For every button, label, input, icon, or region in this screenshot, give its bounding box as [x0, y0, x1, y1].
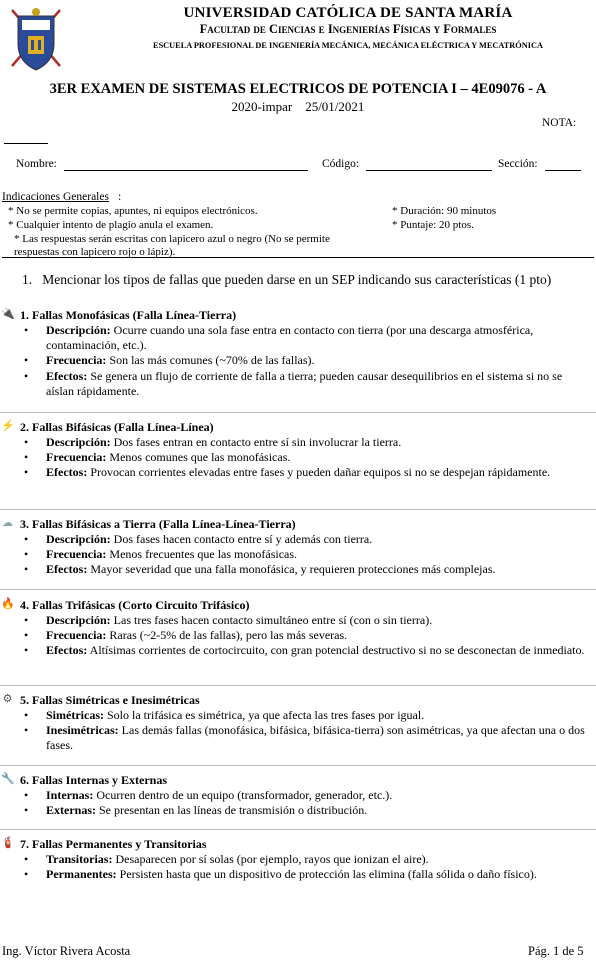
question-text: Mencionar los tipos de fallas que pueden darse en un SEP indicando sus características (1 pto)	[42, 272, 552, 287]
semester-date: 2020-impar 25/01/2021	[231, 99, 365, 114]
student-fields	[0, 158, 596, 174]
separator	[0, 829, 596, 830]
section-title: 7. Fallas Permanentes y Transitorias	[20, 837, 207, 851]
list-item: • Descripción: Ocurre cuando una sola fase entra en contacto con tierra (por una descarga atmosférica, contaminación, etc.).	[24, 323, 534, 353]
duration: * Duración: 90 minutos	[392, 205, 497, 217]
section-title: 6. Fallas Internas y Externas	[20, 773, 167, 787]
nombre-label: Nombre:	[16, 158, 57, 170]
list-item: • Descripción: Las tres fases hacen contacto simultáneo entre sí (con o sin tierra).	[24, 613, 433, 627]
list-item: • Externas: Se presentan en las líneas de transmisión o distribución.	[24, 803, 368, 818]
list-item: • Efectos: Altísimas corrientes de cortocircuito, con gran potencial destructivo si no se desconectan de inmediato.	[24, 643, 585, 658]
indication-4: respuestas con lapicero rojo o lápiz).	[14, 246, 176, 258]
list-item: • Efectos: Mayor severidad que una falla monofásica, y requieren protecciones más complejas.	[24, 562, 496, 577]
list-item: • Internas: Ocurren dentro de un equipo (transformador, generador, etc.).	[24, 788, 393, 802]
university-name: UNIVERSIDAD CATÓLICA DE SANTA MARÍA	[183, 5, 513, 21]
list-item: • Frecuencia: Menos comunes que las monofásicas.	[24, 450, 291, 465]
list-item: • Descripción: Dos fases entran en contacto entre sí sin involucrar la tierra.	[24, 435, 402, 449]
list-item: • Permanentes: Persisten hasta que un dispositivo de protección las elimina (falla sólida o daño físico).	[24, 867, 537, 882]
seccion-label: Sección:	[498, 158, 538, 170]
section-title: 4. Fallas Trifásicas (Corto Circuito Trifásico)	[20, 598, 250, 612]
separator	[0, 685, 596, 686]
indications-rule	[2, 257, 594, 258]
indication-3: * Las respuestas serán escritas con lapicero azul o negro (No se permite	[14, 233, 330, 245]
list-item: • Inesimétricas: Las demás fallas (monofásica, bifásica, bifásica-tierra) son asimétricas, ya que afectan una o dos fases.	[24, 723, 585, 753]
fire-icon: 🔥	[1, 598, 15, 610]
lightning-icon: ⚡	[1, 420, 15, 432]
school-name: ESCUELA PROFESIONAL DE INGENIERÍA MECÁNICA, MECÁNICA ELÉCTRICA Y MECATRÓNICA	[153, 41, 543, 50]
nota-label: NOTA:	[542, 117, 577, 129]
nota-line	[4, 143, 48, 144]
list-item: • Descripción: Dos fases hacen contacto entre sí y además con tierra.	[24, 532, 373, 546]
question-number: 1.	[22, 272, 33, 287]
fire-extinguisher-icon: 🧯	[1, 837, 15, 849]
indication-2: * Cualquier intento de plagio anula el examen.	[8, 219, 214, 231]
university-logo	[6, 4, 66, 76]
nombre-field[interactable]	[64, 170, 308, 171]
list-item: • Efectos: Provocan corrientes elevadas entre fases y pueden dañar equipos si no se despejan rápidamente.	[24, 465, 551, 480]
list-item: • Efectos: Se genera un flujo de corriente de falla a tierra; pueden causar desequilibrios en el sistema si no se aíslan rápidamente.	[24, 368, 563, 398]
score: * Puntaje: 20 ptos.	[392, 219, 474, 231]
separator	[0, 589, 596, 590]
list-item: • Transitorias: Desaparecen por sí solas (por ejemplo, rayos que ionizan el aire).	[24, 852, 429, 866]
list-item: • Frecuencia: Son las más comunes (~70% de las fallas).	[24, 353, 315, 368]
list-item: • Frecuencia: Raras (~2-5% de las fallas), pero las más severas.	[24, 628, 348, 643]
codigo-field[interactable]	[366, 170, 492, 171]
separator	[0, 412, 596, 413]
separator	[0, 765, 596, 766]
section-title: 1. Fallas Monofásicas (Falla Línea-Tierra)	[20, 308, 237, 322]
section-title: 3. Fallas Bifásicas a Tierra (Falla Línea-Línea-Tierra)	[20, 517, 296, 531]
plug-icon: 🔌	[1, 308, 15, 320]
footer-page-number: Pág. 1 de 5	[528, 944, 584, 958]
indications-heading: Indicaciones Generales	[2, 191, 109, 203]
question-1	[22, 272, 551, 288]
storm-cloud-icon: ☁	[2, 517, 13, 529]
wrench-icon: 🔧	[1, 773, 15, 785]
seccion-field[interactable]	[545, 170, 581, 171]
indication-1: * No se permite copias, apuntes, ni equipos electrónicos.	[8, 205, 258, 217]
section-title: 5. Fallas Simétricas e Inesimétricas	[20, 693, 200, 707]
section-title: 2. Fallas Bifásicas (Falla Línea-Línea)	[20, 420, 214, 434]
exam-title: 3ER EXAMEN DE SISTEMAS ELECTRICOS DE POTENCIA I – 4E09076 - A	[49, 81, 547, 97]
gear-icon: ⚙	[2, 693, 13, 705]
separator	[0, 509, 596, 510]
list-item: • Simétricas: Solo la trifásica es simétrica, ya que afecta las tres fases por igual.	[24, 708, 425, 722]
footer-author: Ing. Víctor Rivera Acosta	[2, 944, 131, 958]
faculty-name: Facultad de Ciencias e Ingenierías Físicas y Formales	[199, 22, 497, 36]
indications-colon: :	[118, 191, 122, 203]
codigo-label: Código:	[322, 158, 360, 170]
list-item: • Frecuencia: Menos frecuentes que las monofásicas.	[24, 547, 298, 562]
